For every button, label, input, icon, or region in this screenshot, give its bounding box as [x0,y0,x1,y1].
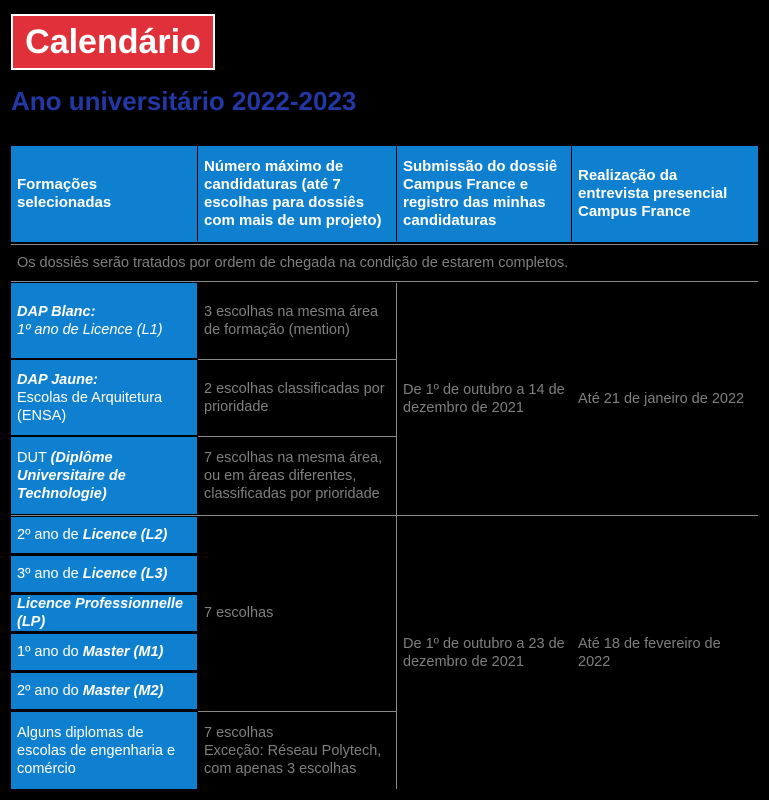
header-numero-candidaturas: Número máximo de candidaturas (até 7 escolhas para dossiês com mais de um projeto) [198,146,396,242]
divider-choices-3 [198,711,396,712]
row-m1 [11,634,197,670]
choices-dut: 7 escolhas na mesma área, ou em áreas diferentes, classificadas por prioridade [204,449,383,502]
divider-choices-2 [198,436,396,437]
m2-name: Master (M2) [82,683,164,699]
choices-group2: 7 escolhas [204,605,274,621]
dap-blanc-detail: 1º ano de Licence (L1) [17,321,163,338]
dap-jaune-name: DAP Jaune: [17,371,98,388]
row-m2 [11,673,197,709]
choices-dap-blanc: 3 escolhas na mesma área de formação (mention) [204,303,379,338]
choices-engenharia-line2: Exceção: Réseau Polytech, com apenas 3 escolhas [204,742,382,777]
divider-header [11,244,758,245]
row-lp [11,595,197,631]
l2-prefix: 2º ano de [17,527,79,543]
dut-name: (Diplôme Universitaire de Technologie) [17,449,126,502]
row-dut [11,437,197,514]
submission-group1: De 1º de outubro a 14 de dezembro de 2021 [403,381,565,416]
divider-group [11,515,758,516]
page-title: Calendário [11,14,215,70]
header-formacoes: Formações selecionadas [11,146,197,242]
row-engenharia [11,712,197,789]
l3-prefix: 3º ano de [17,566,79,582]
lp-name: Licence Professionnelle (LP) [17,596,184,630]
divider-choices-1 [198,359,396,360]
m1-name: Master (M1) [82,644,164,660]
divider-col-2 [396,283,397,789]
choices-engenharia-line1: 7 escolhas [204,724,274,741]
row-l3 [11,556,197,592]
processing-note: Os dossiês serão tratados por ordem de chegada na condição de estarem completos. [17,255,569,271]
interview-group1: Até 21 de janeiro de 2022 [578,390,745,407]
choices-engenharia [198,712,396,789]
row-dap-jaune [11,360,197,435]
dap-blanc-name: DAP Blanc: [17,303,96,320]
interview-group2: Até 18 de fevereiro de 2022 [578,636,721,670]
m2-prefix: 2º ano do [17,683,79,699]
l2-name: Licence (L2) [82,527,168,543]
dap-jaune-detail: Escolas de Arquitetura (ENSA) [17,389,163,424]
row-dap-blanc [11,283,197,358]
header-entrevista: Realização da entrevista presencial Campus France [572,146,758,242]
dut-prefix: DUT [17,449,47,466]
l3-name: Licence (L3) [82,566,168,582]
submission-group2: De 1º de outubro a 23 de dezembro de 2021 [403,636,565,670]
choices-dap-jaune: 2 escolhas classificadas por prioridade [204,380,385,415]
m1-prefix: 1º ano do [17,644,79,660]
header-submissao: Submissão do dossiê Campus France e registro das minhas candidaturas [397,146,571,242]
engenharia-text: Alguns diplomas de escolas de engenharia e comércio [17,724,176,777]
page-subtitle: Ano universitário 2022-2023 [11,86,357,116]
divider-note [11,281,758,282]
row-l2 [11,517,197,553]
